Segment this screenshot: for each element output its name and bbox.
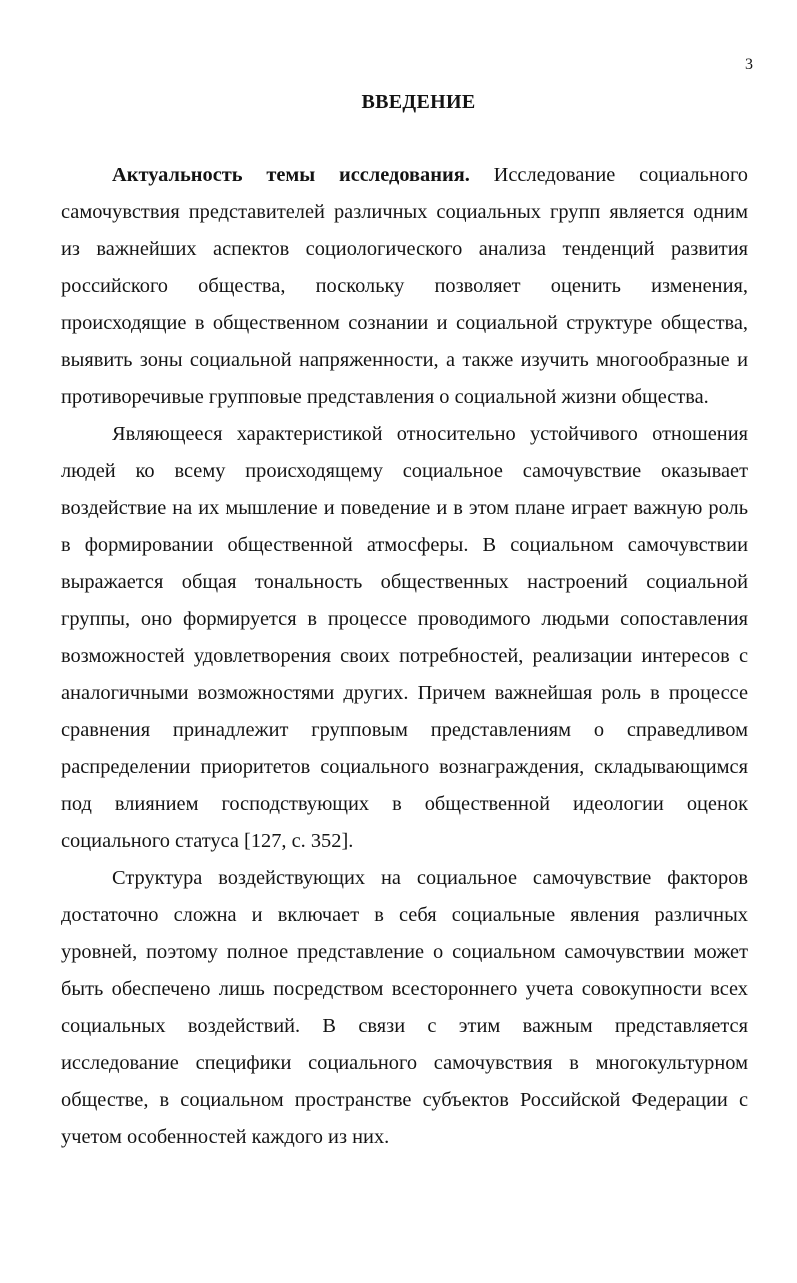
paragraph-text: Исследование социального самочувствия представителей различных социальных групп является одним из важнейших аспектов социологического анализа тенденций развития российского общества, поскольку позволяет оценить изменения, происходящие в общественном сознании и социальной структуре общества, выявить зоны социальной напряженности, а также изучить многообразные и противоречивые групповые представления о социальной жизни общества. xyxy=(61,164,748,408)
paragraph-text: Структура воздействующих на социальное самочувствие факторов достаточно сложна и включает в себя социальные явления различных уровней, поэтому полное представление о социальном самочувствии может быть обеспечено лишь посредством всестороннего учета совокупности всех социальных воздействий. В связи с этим важным представляется исследование специфики социального самочувствия в многокультурном обществе, в социальном пространстве субъектов Российской Федерации с учетом особенностей каждого из них. xyxy=(61,867,748,1148)
paragraph-lead: Актуальность темы исследования. xyxy=(112,164,470,186)
paragraph-relevance xyxy=(61,157,748,416)
page-title: ВВЕДЕНИЕ xyxy=(361,91,476,113)
page-number: 3 xyxy=(745,56,753,73)
paragraph-factors xyxy=(61,860,748,1156)
paragraph-text: Являющееся характеристикой относительно устойчивого отношения людей ко всему происходящему социальное самочувствие оказывает воздействие на их мышление и поведение и в этом плане играет важную роль в формировании общественной атмосферы. В социальном самочувствии выражается общая тональность общественных настроений социальной группы, оно формируется в процессе проводимого людьми сопоставления возможностей удовлетворения своих потребностей, реализации интересов с аналогичными возможностями других. Причем важнейшая роль в процессе сравнения принадлежит групповым представлениям о справедливом распределении приоритетов социального вознаграждения, складывающимся под влиянием господствующих в общественной идеологии оценок социального статуса [127, с. 352]. xyxy=(61,423,748,852)
body-text xyxy=(61,157,748,1156)
paragraph-social-wellbeing xyxy=(61,416,748,860)
